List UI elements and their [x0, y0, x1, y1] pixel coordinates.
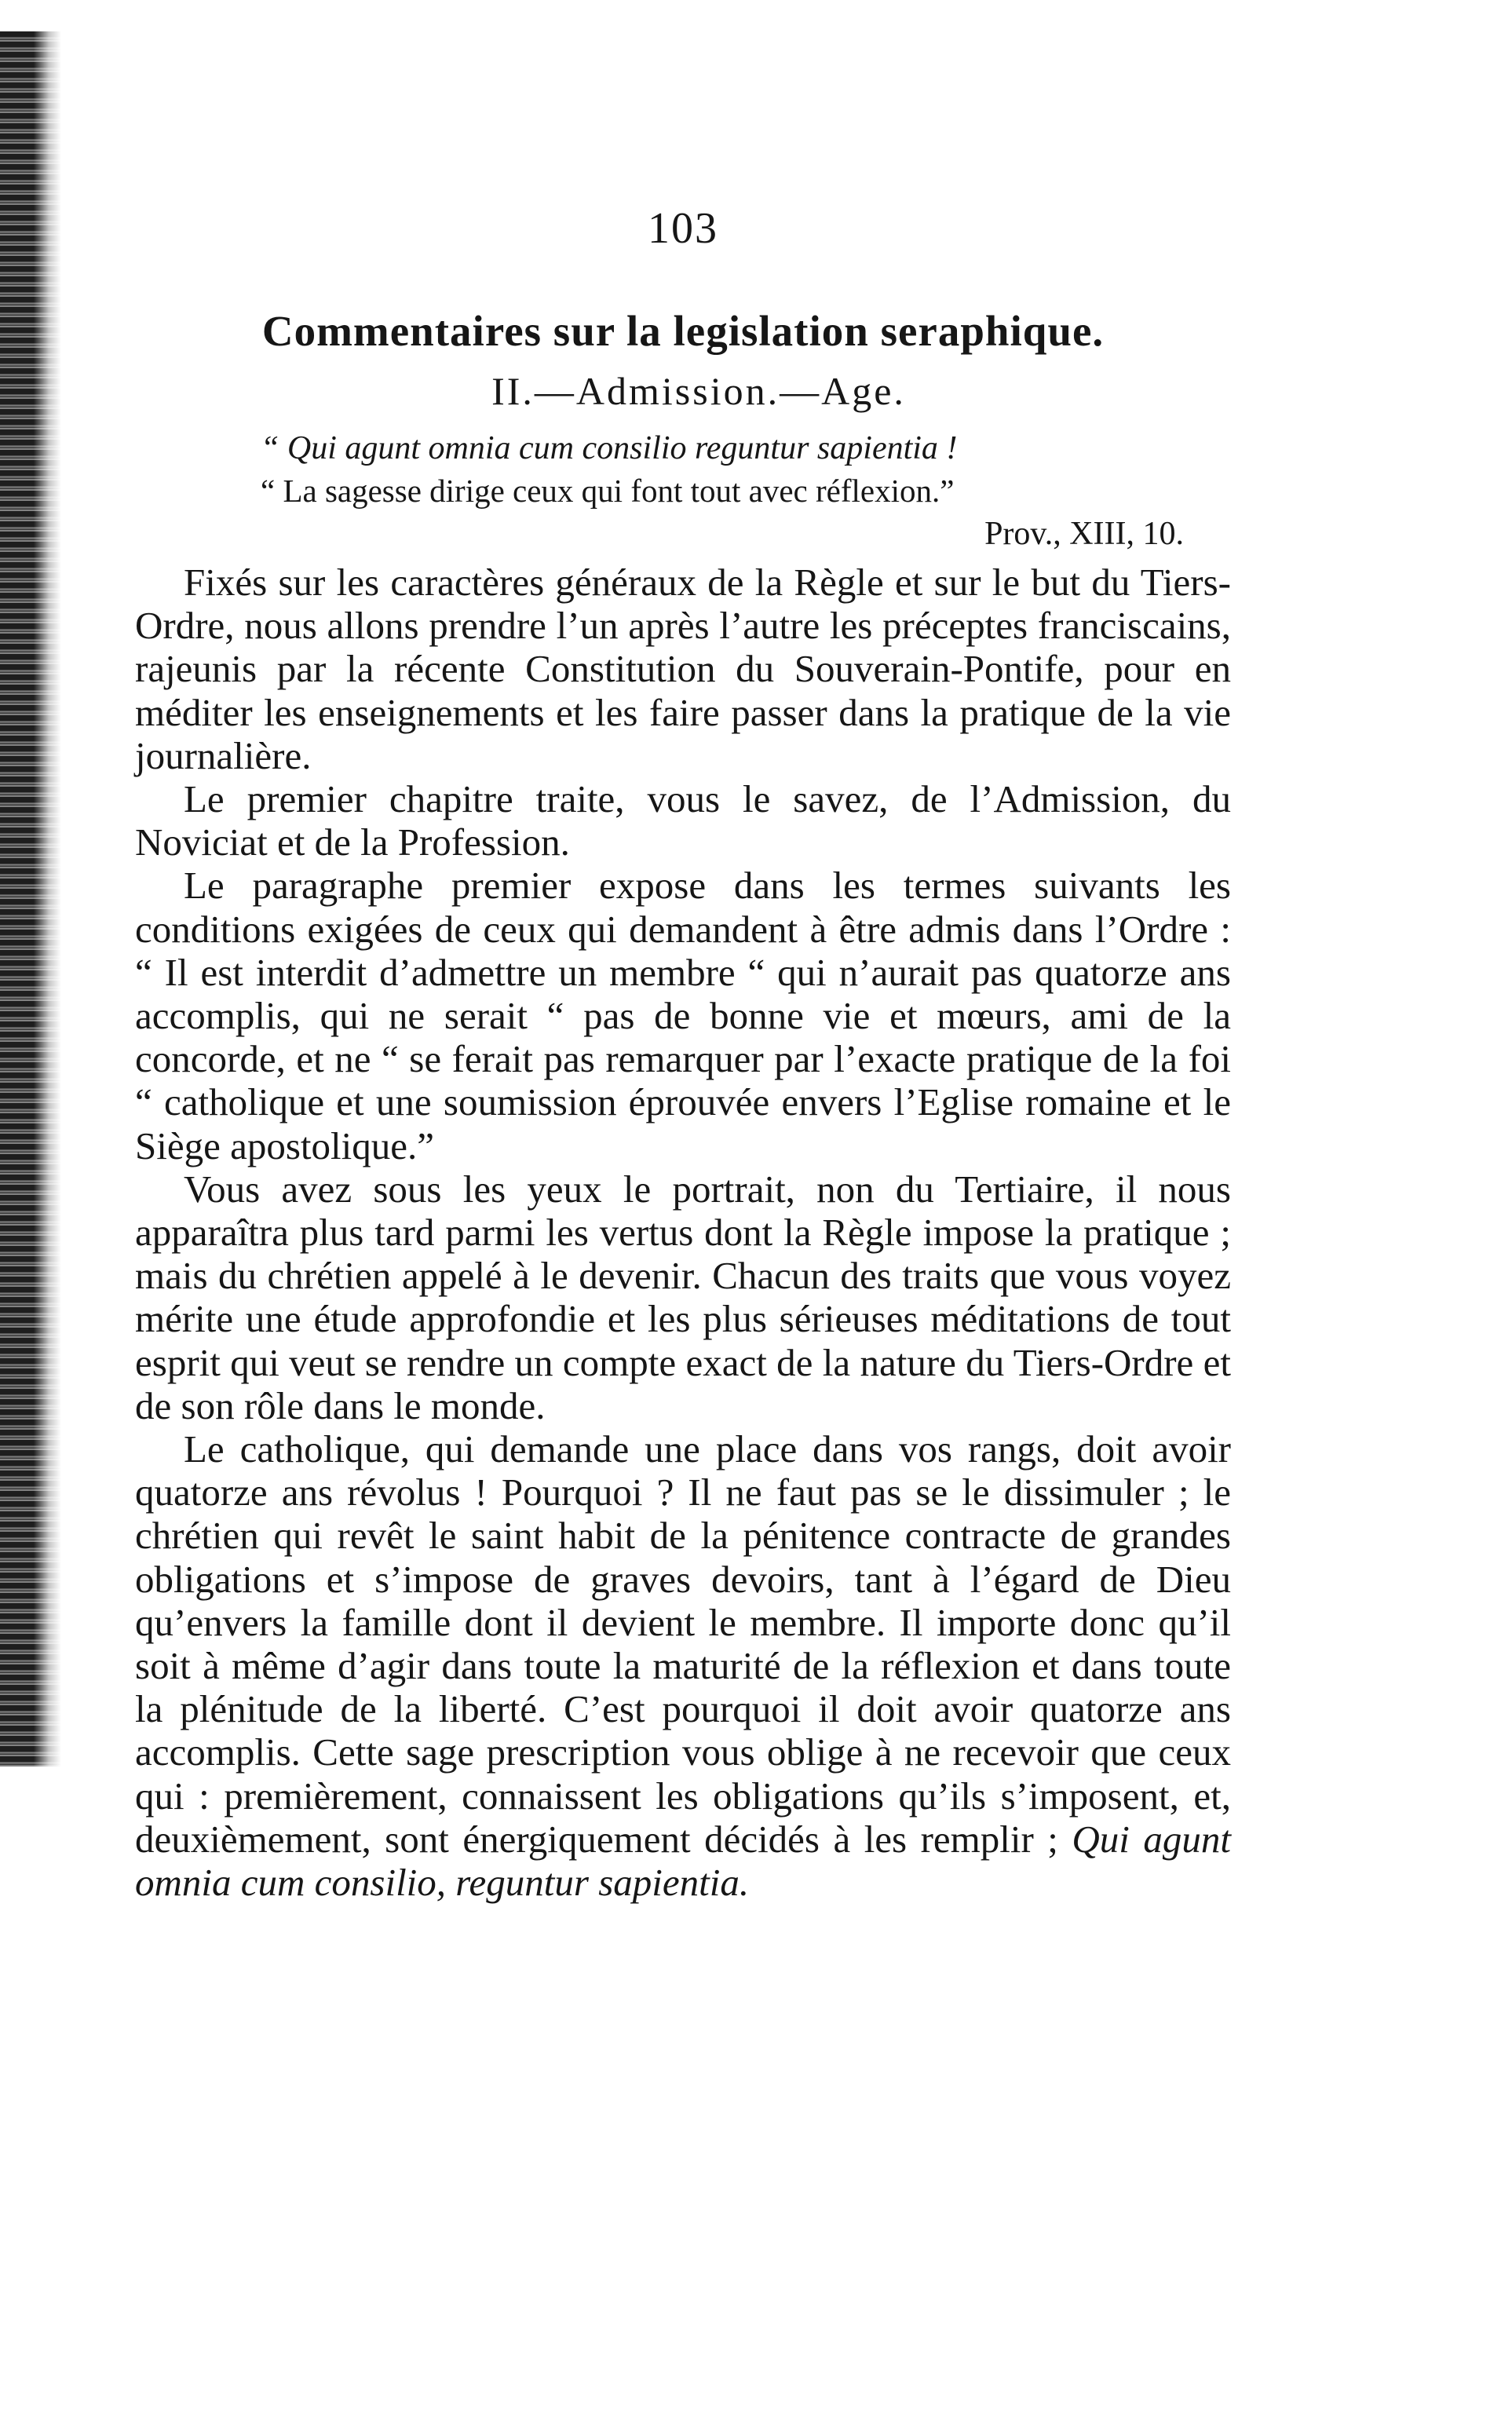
paragraph-text: Le catholique, qui demande une place dans vos rangs, doit avoir quatorze ans révolus ! Pourquoi ? Il ne faut pas se le dissimuler ; le chrétien qui revêt le saint habit de la pénitence contracte de grandes obligations et s’impose de graves devoirs, tant à l’égard de Dieu qu’envers la famille dont il devient le membre. Il importe donc qu’il soit à même d’agir dans toute la maturité de la réflexion et dans toute la plénitude de la liberté. C’est pourquoi il doit avoir quatorze ans accomplis. Cette sage prescription vous oblige à ne recevoir que ceux qui : premièrement, connaissent les obligations qu’ils s’imposent, et, deuxièmement, sont énergiquement décidés à les remplir ; [135, 1427, 1231, 1861]
body-text [135, 561, 1231, 1904]
epigraph-french: “ La sagesse dirige ceux qui font tout avec réflexion.” [261, 473, 955, 509]
section-subtitle: II.—Admission.—Age. [491, 369, 906, 413]
paragraph-last [135, 1427, 1231, 1904]
epigraph-reference: Prov., XIII, 10. [984, 516, 1184, 552]
paragraph: Le premier chapitre traite, vous le savez, de l’Admission, du Noviciat et de la Profession. [135, 777, 1231, 864]
book-page [135, 201, 1231, 1904]
section-title: Commentaires sur la legislation seraphique. [261, 307, 1105, 355]
epigraph-latin: “ Qui agunt omnia cum consilio reguntur sapientia ! [261, 430, 958, 466]
binding-edge [0, 31, 61, 1767]
paragraph: Fixés sur les caractères généraux de la Règle et sur le but du Tiers-Ordre, nous allons prendre l’un après l’autre les préceptes franciscains, rajeunis par la récente Constitution du Souverain-Pontife, pour en méditer les enseignements et les faire passer dans la pratique de la vie journalière. [135, 561, 1231, 777]
closing-latin-quote: Qui agunt omnia cum consilio, reguntur sapientia. [135, 1817, 1231, 1905]
paragraph: Le paragraphe premier expose dans les termes suivants les conditions exigées de ceux qui demandent à être admis dans l’Ordre : “ Il est interdit d’admettre un membre “ qui n’aurait pas quatorze ans accomplis, qui ne serait “ pas de bonne vie et mœurs, ami de la concorde, et ne “ se ferait pas remarquer par l’exacte pratique de la foi “ catholique et une soumission éprouvée envers l’Eglise romaine et le Siège apostolique.” [135, 864, 1231, 1167]
page-number: 103 [648, 204, 718, 253]
paragraph: Vous avez sous les yeux le portrait, non du Tertiaire, il nous apparaîtra plus tard parmi les vertus dont la Règle impose la pratique ; mais du chrétien appelé à le devenir. Chacun des traits que vous voyez mérite une étude approfondie et les plus sérieuses méditations de tout esprit qui veut se rendre un compte exact de la nature du Tiers-Ordre et de son rôle dans le monde. [135, 1167, 1231, 1427]
epigraph [135, 427, 1231, 556]
